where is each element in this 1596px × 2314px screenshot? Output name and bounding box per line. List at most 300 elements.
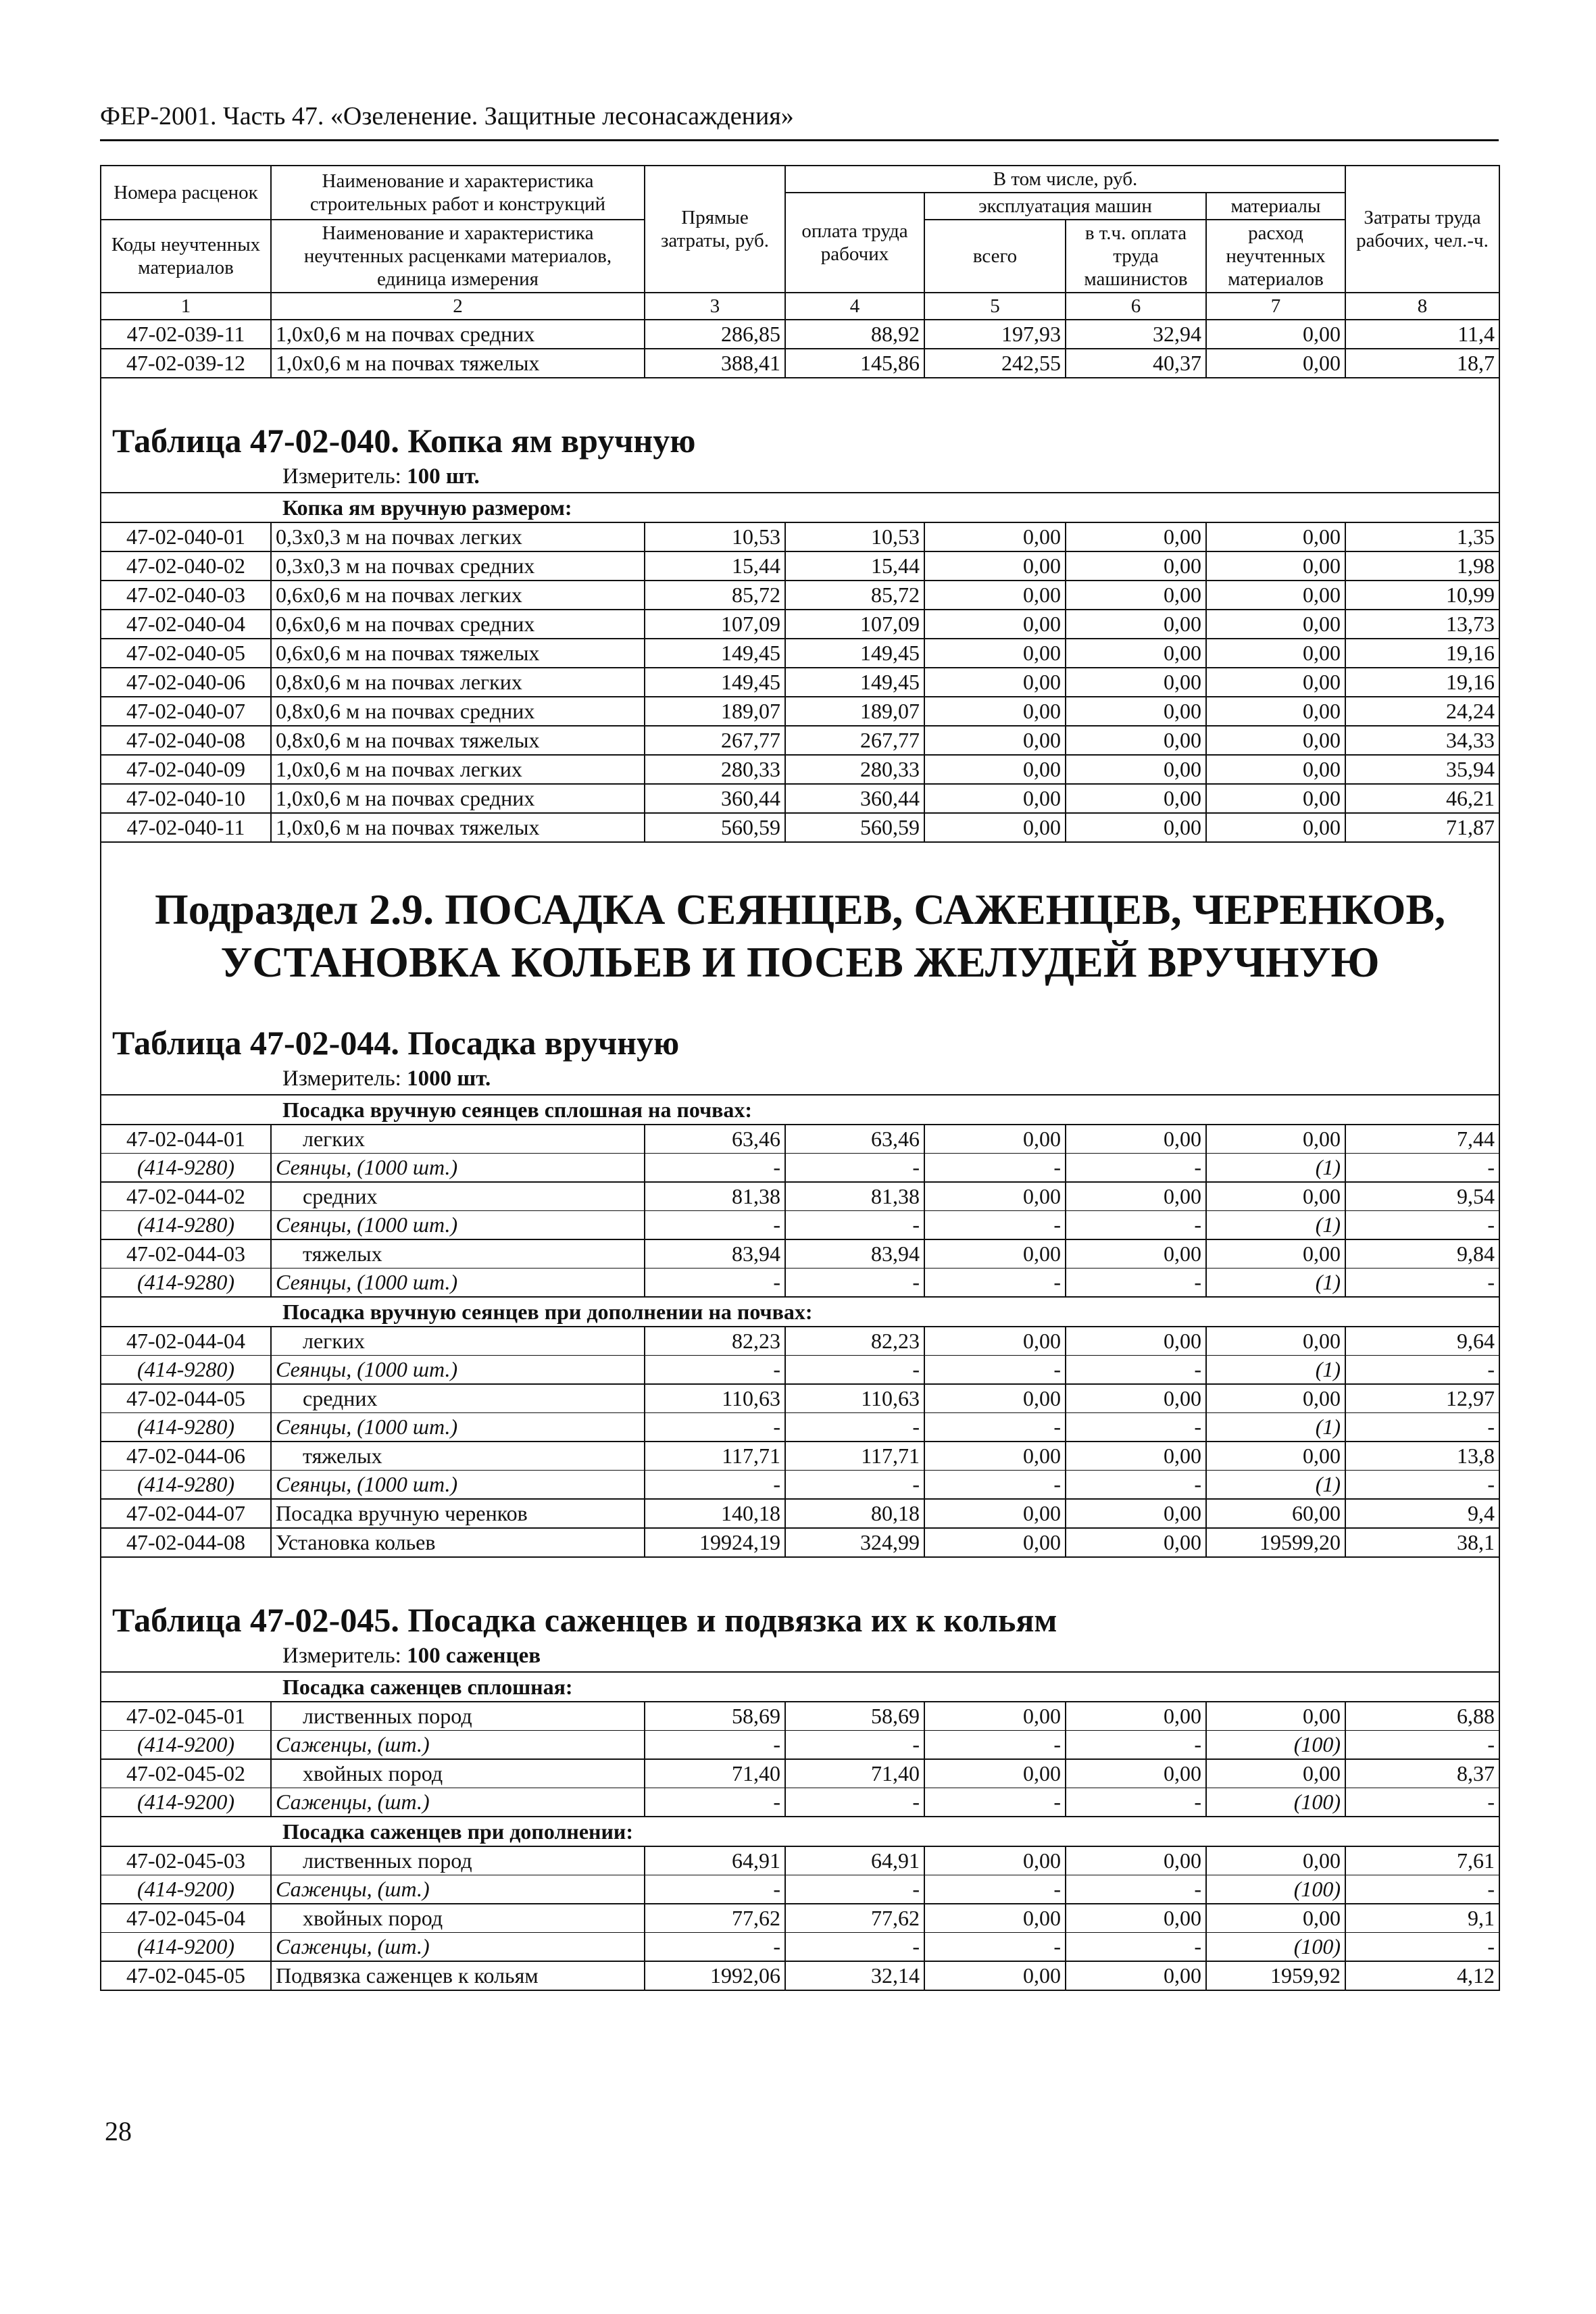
rate-name: 0,8х0,6 м на почвах легких (271, 668, 645, 697)
rate-value: 0,00 (1066, 1961, 1206, 1990)
rate-value: 10,53 (785, 522, 924, 551)
material-code: (414-9280) (101, 1356, 271, 1385)
rate-code: 47-02-044-03 (101, 1239, 271, 1269)
material-name: Саженцы, (шт.) (271, 1875, 645, 1904)
col-number: 7 (1206, 293, 1345, 320)
rate-code: 47-02-040-01 (101, 522, 271, 551)
material-code: (414-9280) (101, 1471, 271, 1500)
dash-value: - (785, 1356, 924, 1385)
col-number: 5 (924, 293, 1066, 320)
material-row (101, 1471, 1499, 1500)
col-number: 6 (1066, 293, 1206, 320)
rate-value: 10,99 (1345, 581, 1499, 610)
material-name: Саженцы, (шт.) (271, 1788, 645, 1817)
rate-value: 0,00 (924, 1702, 1066, 1731)
page-number: 28 (105, 2116, 132, 2146)
rate-value: 9,1 (1345, 1904, 1499, 1933)
rate-value: 0,00 (1206, 1125, 1345, 1154)
table-row (101, 668, 1499, 697)
rate-value: 9,64 (1345, 1327, 1499, 1356)
rate-value: 0,00 (1206, 1702, 1345, 1731)
rate-value: 0,00 (1206, 726, 1345, 755)
table-row (101, 755, 1499, 784)
measure-value: 1000 шт. (407, 1066, 491, 1091)
rate-code: 47-02-045-01 (101, 1702, 271, 1731)
measure-label: Измеритель: (282, 1644, 401, 1668)
rate-value: 1959,92 (1206, 1961, 1345, 1990)
section-line: Подраздел 2.9. ПОСАДКА СЕЯНЦЕВ, САЖЕНЦЕВ, ЧЕРЕНКОВ, (154, 885, 1446, 933)
rate-name: тяжелых (271, 1239, 645, 1269)
rate-value: 0,00 (1066, 668, 1206, 697)
rate-name: хвойных пород (271, 1759, 645, 1788)
material-quantity: (1) (1206, 1211, 1345, 1240)
spacer-row (101, 378, 1499, 399)
rate-name: 0,6х0,6 м на почвах тяжелых (271, 639, 645, 668)
rate-value: 145,86 (785, 349, 924, 378)
rate-name: 1,0х0,6 м на почвах тяжелых (271, 813, 645, 842)
measure-row (101, 461, 1499, 493)
rate-value: 0,00 (1066, 1846, 1206, 1875)
rate-value: 58,69 (645, 1702, 785, 1731)
table-title (101, 1578, 1499, 1640)
group-heading-text: Посадка саженцев при дополнении: (101, 1817, 1499, 1846)
section-line: УСТАНОВКА КОЛЬЕВ И ПОСЕВ ЖЕЛУДЕЙ ВРУЧНУЮ (220, 938, 1380, 986)
rate-value: 0,00 (924, 1528, 1066, 1557)
rate-value: 0,00 (1066, 1125, 1206, 1154)
rate-value: 280,33 (785, 755, 924, 784)
header-col2-top: Наименование и характеристика строительных работ и конструкций (271, 166, 645, 220)
rate-code: 47-02-040-03 (101, 581, 271, 610)
rate-value: 107,09 (645, 610, 785, 639)
rate-value: 149,45 (645, 668, 785, 697)
rate-value: 560,59 (785, 813, 924, 842)
rate-value: 63,46 (785, 1125, 924, 1154)
rate-name: Установка кольев (271, 1528, 645, 1557)
table-title-text: Таблица 47-02-040. Копка ям вручную (101, 399, 1499, 461)
rate-value: 0,00 (924, 1239, 1066, 1269)
table-title (101, 1001, 1499, 1063)
dash-value: - (924, 1788, 1066, 1817)
dash-value: - (645, 1413, 785, 1442)
rate-value: 107,09 (785, 610, 924, 639)
rate-name: хвойных пород (271, 1904, 645, 1933)
rate-value: 0,00 (924, 1961, 1066, 1990)
table-row (101, 1384, 1499, 1413)
rate-value: 7,44 (1345, 1125, 1499, 1154)
rate-value: 58,69 (785, 1702, 924, 1731)
material-row (101, 1413, 1499, 1442)
rate-value: 0,00 (1206, 813, 1345, 842)
rate-value: 0,00 (924, 1442, 1066, 1471)
material-quantity: (1) (1206, 1356, 1345, 1385)
rate-name: 1,0х0,6 м на почвах средних (271, 320, 645, 349)
rate-code: 47-02-044-06 (101, 1442, 271, 1471)
rate-name: тяжелых (271, 1442, 645, 1471)
rate-value: 60,00 (1206, 1499, 1345, 1528)
rate-value: 0,00 (1206, 1904, 1345, 1933)
group-heading-text: Копка ям вручную размером: (101, 493, 1499, 522)
rate-value: 15,44 (645, 551, 785, 581)
table-row (101, 1702, 1499, 1731)
dash-value: - (1345, 1211, 1499, 1240)
rate-value: 0,00 (924, 1125, 1066, 1154)
header-col1-bottom: Коды неучтенных материалов (101, 220, 271, 293)
rate-value: 0,00 (1066, 813, 1206, 842)
rate-value: 0,00 (924, 639, 1066, 668)
rate-value: 0,00 (1206, 1239, 1345, 1269)
rate-value: 0,00 (1206, 551, 1345, 581)
table-row (101, 726, 1499, 755)
rate-code: 47-02-044-05 (101, 1384, 271, 1413)
dash-value: - (924, 1269, 1066, 1298)
material-row (101, 1788, 1499, 1817)
rate-value: 242,55 (924, 349, 1066, 378)
rate-code: 47-02-040-07 (101, 697, 271, 726)
rate-value: 4,12 (1345, 1961, 1499, 1990)
rate-value: 0,00 (1206, 755, 1345, 784)
dash-value: - (785, 1471, 924, 1500)
measure-row (101, 1063, 1499, 1095)
rate-value: 0,00 (924, 1846, 1066, 1875)
rate-value: 64,91 (785, 1846, 924, 1875)
table-row (101, 697, 1499, 726)
rate-value: 0,00 (924, 581, 1066, 610)
rate-value: 0,00 (924, 1327, 1066, 1356)
material-quantity: (1) (1206, 1413, 1345, 1442)
material-quantity: (100) (1206, 1731, 1345, 1760)
rate-value: 0,00 (1066, 697, 1206, 726)
rate-value: 0,00 (1066, 726, 1206, 755)
rate-value: 71,87 (1345, 813, 1499, 842)
rate-value: 8,37 (1345, 1759, 1499, 1788)
table-row (101, 551, 1499, 581)
rate-name: Посадка вручную черенков (271, 1499, 645, 1528)
material-quantity: (100) (1206, 1933, 1345, 1962)
header-col3: Прямые затраты, руб. (645, 166, 785, 293)
material-name: Сеянцы, (1000 шт.) (271, 1211, 645, 1240)
rates-table (100, 165, 1500, 1991)
rate-code: 47-02-044-01 (101, 1125, 271, 1154)
table-row (101, 1125, 1499, 1154)
rate-value: 388,41 (645, 349, 785, 378)
rate-value: 12,97 (1345, 1384, 1499, 1413)
measure-text (101, 1063, 1499, 1095)
header-col4: оплата труда рабочих (785, 193, 924, 293)
rate-value: 140,18 (645, 1499, 785, 1528)
spacer (101, 1557, 1499, 1578)
header-col1-top: Номера расценок (101, 166, 271, 220)
material-row (101, 1269, 1499, 1298)
rate-name: 0,3х0,3 м на почвах легких (271, 522, 645, 551)
rate-code: 47-02-045-04 (101, 1904, 271, 1933)
dash-value: - (1066, 1731, 1206, 1760)
rate-value: 0,00 (1066, 1759, 1206, 1788)
table-row (101, 1759, 1499, 1788)
header-col7: расход неучтенных материалов (1206, 220, 1345, 293)
dash-value: - (924, 1933, 1066, 1962)
rate-value: 0,00 (924, 551, 1066, 581)
table-row (101, 639, 1499, 668)
rate-value: 110,63 (645, 1384, 785, 1413)
rate-value: 0,00 (924, 668, 1066, 697)
dash-value: - (924, 1154, 1066, 1183)
rate-value: 0,00 (1066, 581, 1206, 610)
table-row (101, 320, 1499, 349)
dash-value: - (1345, 1269, 1499, 1298)
rate-value: 0,00 (1066, 1702, 1206, 1731)
material-name: Сеянцы, (1000 шт.) (271, 1154, 645, 1183)
dash-value: - (785, 1875, 924, 1904)
rate-value: 0,00 (924, 522, 1066, 551)
rate-value: 0,00 (924, 726, 1066, 755)
dash-value: - (645, 1875, 785, 1904)
rate-name: средних (271, 1182, 645, 1211)
dash-value: - (645, 1731, 785, 1760)
header-numbers (101, 293, 1499, 320)
dash-value: - (1345, 1356, 1499, 1385)
rate-value: 38,1 (1345, 1528, 1499, 1557)
rate-value: 149,45 (785, 668, 924, 697)
rate-value: 24,24 (1345, 697, 1499, 726)
rate-value: 9,4 (1345, 1499, 1499, 1528)
material-code: (414-9280) (101, 1269, 271, 1298)
rate-value: 0,00 (1206, 349, 1345, 378)
table-row (101, 1961, 1499, 1990)
col-number: 4 (785, 293, 924, 320)
group-heading (101, 1672, 1499, 1702)
rate-value: 0,00 (1206, 1759, 1345, 1788)
dash-value: - (924, 1356, 1066, 1385)
rate-value: 0,00 (1206, 1182, 1345, 1211)
table-row (101, 610, 1499, 639)
header-col5: всего (924, 220, 1066, 293)
table-title-text: Таблица 47-02-045. Посадка саженцев и подвязка их к кольям (101, 1578, 1499, 1640)
group-heading-text: Посадка вручную сеянцев при дополнении на почвах: (101, 1297, 1499, 1327)
page-header: ФЕР-2001. Часть 47. «Озеленение. Защитные лесонасаждения» (100, 102, 794, 130)
rate-value: 81,38 (785, 1182, 924, 1211)
table-row (101, 349, 1499, 378)
rate-code: 47-02-045-05 (101, 1961, 271, 1990)
dash-value: - (1345, 1875, 1499, 1904)
dash-value: - (1066, 1471, 1206, 1500)
table-row (101, 1182, 1499, 1211)
material-row (101, 1875, 1499, 1904)
dash-value: - (924, 1471, 1066, 1500)
rate-value: 0,00 (924, 610, 1066, 639)
rate-value: 117,71 (645, 1442, 785, 1471)
material-row (101, 1356, 1499, 1385)
rate-code: 47-02-040-10 (101, 784, 271, 813)
rate-value: 149,45 (645, 639, 785, 668)
rate-value: 324,99 (785, 1528, 924, 1557)
group-heading (101, 1095, 1499, 1125)
rate-value: 0,00 (1066, 1904, 1206, 1933)
rate-value: 9,54 (1345, 1182, 1499, 1211)
rate-code: 47-02-045-03 (101, 1846, 271, 1875)
rate-value: 280,33 (645, 755, 785, 784)
dash-value: - (645, 1471, 785, 1500)
rate-value: 0,00 (1066, 1239, 1206, 1269)
header-col2-bottom: Наименование и характеристика неучтенных расценками материалов, единица измерения (271, 220, 645, 293)
rate-value: 267,77 (785, 726, 924, 755)
dash-value: - (1345, 1471, 1499, 1500)
rate-code: 47-02-039-12 (101, 349, 271, 378)
rate-code: 47-02-039-11 (101, 320, 271, 349)
rate-value: 0,00 (1066, 1528, 1206, 1557)
rate-value: 0,00 (1066, 639, 1206, 668)
rate-value: 560,59 (645, 813, 785, 842)
dash-value: - (645, 1269, 785, 1298)
material-code: (414-9200) (101, 1933, 271, 1962)
rate-name: 0,6х0,6 м на почвах легких (271, 581, 645, 610)
rate-value: 0,00 (1066, 784, 1206, 813)
dash-value: - (645, 1933, 785, 1962)
material-code: (414-9200) (101, 1731, 271, 1760)
rate-value: 19,16 (1345, 639, 1499, 668)
rate-value: 63,46 (645, 1125, 785, 1154)
rate-name: 0,6х0,6 м на почвах средних (271, 610, 645, 639)
rate-name: легких (271, 1125, 645, 1154)
rate-value: 0,00 (924, 1499, 1066, 1528)
rate-value: 360,44 (785, 784, 924, 813)
spacer (101, 378, 1499, 399)
rate-name: средних (271, 1384, 645, 1413)
rate-code: 47-02-044-07 (101, 1499, 271, 1528)
section-heading (101, 842, 1499, 1001)
material-quantity: (100) (1206, 1875, 1345, 1904)
rate-value: 0,00 (1206, 1384, 1345, 1413)
rate-code: 47-02-044-08 (101, 1528, 271, 1557)
rate-value: 0,00 (924, 1384, 1066, 1413)
rate-value: 6,88 (1345, 1702, 1499, 1731)
rate-name: лиственных пород (271, 1702, 645, 1731)
rate-value: 11,4 (1345, 320, 1499, 349)
rate-value: 0,00 (1206, 1846, 1345, 1875)
group-heading (101, 1817, 1499, 1846)
material-name: Саженцы, (шт.) (271, 1731, 645, 1760)
rate-name: 0,8х0,6 м на почвах средних (271, 697, 645, 726)
table-title (101, 399, 1499, 461)
rate-value: 9,84 (1345, 1239, 1499, 1269)
rate-code: 47-02-040-09 (101, 755, 271, 784)
material-name: Сеянцы, (1000 шт.) (271, 1471, 645, 1500)
rate-value: 81,38 (645, 1182, 785, 1211)
rate-value: 0,00 (1206, 320, 1345, 349)
rate-value: 110,63 (785, 1384, 924, 1413)
material-name: Сеянцы, (1000 шт.) (271, 1269, 645, 1298)
group-heading (101, 1297, 1499, 1327)
rate-name: 1,0х0,6 м на почвах легких (271, 755, 645, 784)
dash-value: - (1066, 1788, 1206, 1817)
table-row (101, 581, 1499, 610)
rate-name: 0,8х0,6 м на почвах тяжелых (271, 726, 645, 755)
material-name: Сеянцы, (1000 шт.) (271, 1413, 645, 1442)
rate-value: 13,8 (1345, 1442, 1499, 1471)
group-heading-text: Посадка саженцев сплошная: (101, 1672, 1499, 1702)
measure-value: 100 саженцев (407, 1644, 541, 1668)
rate-value: 0,00 (1066, 1182, 1206, 1211)
dash-value: - (645, 1356, 785, 1385)
rate-value: 0,00 (1206, 668, 1345, 697)
rate-name: 0,3х0,3 м на почвах средних (271, 551, 645, 581)
col-number: 1 (101, 293, 271, 320)
rate-value: 0,00 (924, 1182, 1066, 1211)
rate-value: 0,00 (1066, 551, 1206, 581)
rate-value: 19599,20 (1206, 1528, 1345, 1557)
dash-value: - (1066, 1933, 1206, 1962)
rate-value: 360,44 (645, 784, 785, 813)
rate-value: 71,40 (645, 1759, 785, 1788)
measure-label: Измеритель: (282, 1066, 401, 1091)
dash-value: - (785, 1269, 924, 1298)
rate-value: 286,85 (645, 320, 785, 349)
rate-value: 82,23 (785, 1327, 924, 1356)
rate-value: 46,21 (1345, 784, 1499, 813)
material-row (101, 1933, 1499, 1962)
dash-value: - (785, 1788, 924, 1817)
rate-value: 32,14 (785, 1961, 924, 1990)
rate-name: 1,0х0,6 м на почвах тяжелых (271, 349, 645, 378)
rate-code: 47-02-040-05 (101, 639, 271, 668)
header-col6: в т.ч. оплата труда машинистов (1066, 220, 1206, 293)
group-heading-text: Посадка вручную сеянцев сплошная на почвах: (101, 1095, 1499, 1125)
dash-value: - (785, 1413, 924, 1442)
rate-value: 7,61 (1345, 1846, 1499, 1875)
rate-value: 18,7 (1345, 349, 1499, 378)
rate-value: 88,92 (785, 320, 924, 349)
material-code: (414-9200) (101, 1788, 271, 1817)
rate-value: 0,00 (1066, 755, 1206, 784)
rate-code: 47-02-045-02 (101, 1759, 271, 1788)
header-materials: материалы (1206, 193, 1345, 220)
rate-name: лиственных пород (271, 1846, 645, 1875)
dash-value: - (1066, 1154, 1206, 1183)
rates-sheet (100, 165, 1499, 1991)
header-row-1 (101, 166, 1499, 193)
rate-value: 77,62 (645, 1904, 785, 1933)
section-heading-text (101, 842, 1499, 1001)
rate-value: 71,40 (785, 1759, 924, 1788)
rate-value: 0,00 (1206, 1442, 1345, 1471)
rate-value: 85,72 (785, 581, 924, 610)
dash-value: - (1345, 1413, 1499, 1442)
table-row (101, 813, 1499, 842)
header-group: В том числе, руб. (785, 166, 1345, 193)
dash-value: - (645, 1211, 785, 1240)
table-row (101, 1442, 1499, 1471)
measure-label: Измеритель: (282, 464, 401, 489)
rate-value: 34,33 (1345, 726, 1499, 755)
measure-value: 100 шт. (407, 464, 480, 489)
rate-name: Подвязка саженцев к кольям (271, 1961, 645, 1990)
rate-value: 0,00 (924, 1759, 1066, 1788)
table-row (101, 1904, 1499, 1933)
rate-value: 83,94 (785, 1239, 924, 1269)
rate-code: 47-02-044-02 (101, 1182, 271, 1211)
rate-value: 117,71 (785, 1442, 924, 1471)
dash-value: - (1345, 1788, 1499, 1817)
rate-name: легких (271, 1327, 645, 1356)
dash-value: - (924, 1413, 1066, 1442)
rate-value: 0,00 (924, 784, 1066, 813)
material-row (101, 1154, 1499, 1183)
dash-value: - (1066, 1413, 1206, 1442)
rate-value: 189,07 (785, 697, 924, 726)
rate-value: 19,16 (1345, 668, 1499, 697)
rate-code: 47-02-044-04 (101, 1327, 271, 1356)
measure-text (101, 1640, 1499, 1672)
rate-value: 13,73 (1345, 610, 1499, 639)
